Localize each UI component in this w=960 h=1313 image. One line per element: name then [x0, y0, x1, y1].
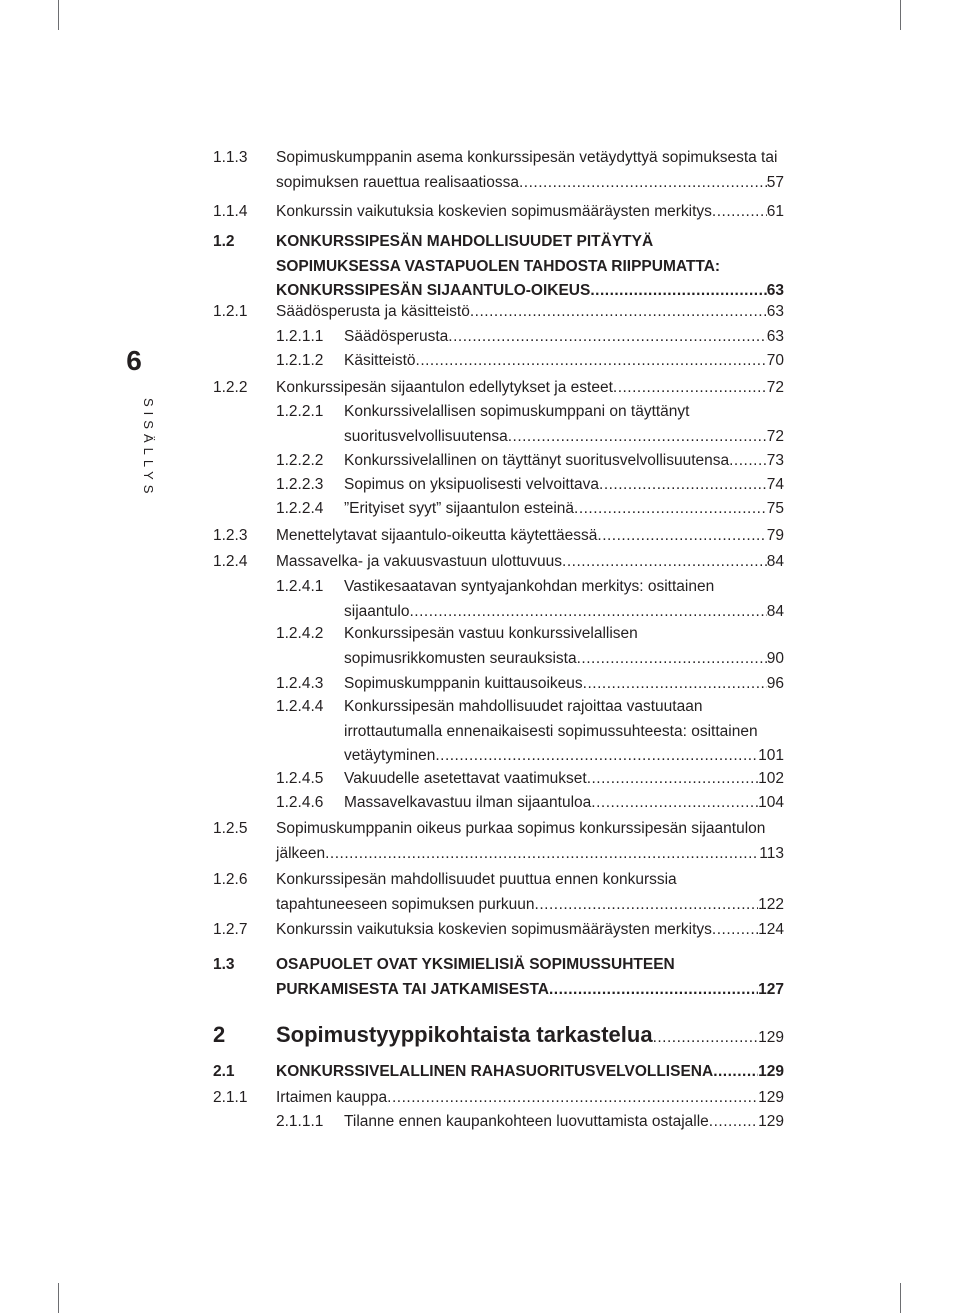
toc-entry-title: Konkurssipesän sijaantulon edellytykset ja esteet [276, 379, 613, 396]
page-number: 6 [126, 345, 142, 376]
toc-entry-title: sopimusrikkomusten seurauksista [344, 649, 577, 667]
dot-leader [574, 497, 767, 522]
toc-entry [276, 449, 784, 474]
toc-entry-title: KONKURSSIPESÄN MAHDOLLISUUDET PITÄYTYÄ [276, 233, 654, 250]
toc-entry [276, 791, 784, 816]
dot-leader [591, 791, 758, 816]
toc-entry [213, 918, 784, 943]
toc-entry [276, 695, 784, 769]
toc-entry-page: 63 [766, 303, 784, 320]
toc-entry-number: 1.2.2.2 [276, 452, 324, 469]
toc-entry-page: 104 [758, 794, 784, 811]
toc-entry-number: 2.1.1 [213, 1089, 248, 1106]
toc-entry [213, 953, 784, 1002]
dot-leader [549, 978, 758, 1003]
toc-entry-number: 1.2.4.1 [276, 578, 324, 595]
toc-entry [276, 349, 784, 374]
toc-entry-number: 1.2.2.3 [276, 476, 324, 493]
toc-entry [276, 325, 784, 350]
toc-entry-number: 1.2.7 [213, 921, 248, 938]
toc-entry-title: Konkurssivelallisen sopimuskumppani on täyttänyt [344, 403, 690, 420]
toc-entry-title: tapahtuneeseen sopimuksen purkuun [276, 895, 535, 913]
dot-leader [416, 349, 767, 374]
toc-entry [276, 575, 784, 624]
toc-entry-number: 1.2.4.5 [276, 770, 324, 787]
dot-leader [587, 767, 758, 792]
toc-entry-number: 1.2.2.1 [276, 403, 324, 420]
toc-entry-page: 72 [766, 379, 784, 396]
toc-entry-title: Käsitteistö [344, 352, 416, 369]
toc-entry-number: 2 [213, 1022, 226, 1047]
toc-entry-title: Vakuudelle asetettavat vaatimukset [344, 770, 587, 787]
toc-entry-title: Konkurssipesän vastuu konkurssivelallisen [344, 625, 638, 642]
toc-entry [213, 1020, 784, 1050]
toc-entry-title: Konkurssin vaikutuksia koskevien sopimusmääräysten merkitys [276, 203, 712, 220]
toc-entry [213, 550, 784, 575]
toc-entry [213, 524, 784, 549]
toc-entry [276, 767, 784, 792]
toc-entry-page: 122 [758, 895, 784, 913]
toc-entry-title: OSAPUOLET OVAT YKSIMIELISIÄ SOPIMUSSUHTEEN [276, 956, 675, 973]
toc-entry-page: 72 [766, 427, 784, 445]
toc-entry-number: 1.2 [213, 233, 235, 250]
dot-leader [712, 200, 767, 225]
dot-leader [712, 918, 758, 943]
toc-entry-number: 1.2.1.1 [276, 328, 324, 345]
toc-entry [213, 200, 784, 225]
toc-entry-title: Massavelkavastuu ilman sijaantuloa [344, 794, 592, 811]
toc-entry-title: Konkurssipesän mahdollisuudet rajoittaa vastuutaan [344, 698, 703, 715]
toc-entry-title: irrottautumalla ennenaikaisesti sopimussuhteesta: osittainen [344, 722, 758, 740]
toc-entry-title: Sopimuskumppanin kuittausoikeus [344, 675, 583, 692]
toc-entry [276, 400, 784, 449]
toc-entry-page: 79 [766, 527, 784, 544]
toc-entry-title: Säädösperusta ja käsitteistö [276, 303, 470, 320]
toc-entry-title: SOPIMUKSESSA VASTAPUOLEN TAHDOSTA RIIPPUMATTA: [276, 257, 721, 275]
dot-leader [599, 473, 767, 498]
dot-leader [519, 171, 767, 196]
dot-leader [325, 842, 759, 867]
dot-leader [597, 524, 766, 549]
toc-entry [213, 1086, 784, 1111]
toc-entry-page: 129 [758, 1063, 784, 1080]
toc-entry-number: 1.2.4.2 [276, 625, 324, 642]
toc-entry [213, 300, 784, 325]
toc-entry [213, 376, 784, 401]
toc-entry-page: 90 [766, 649, 784, 667]
dot-leader [653, 1023, 759, 1053]
toc-entry-title: Sopimuskumppanin asema konkurssipesän vetäydyttyä sopimuksesta tai [276, 149, 778, 166]
toc-entry-title: Irtaimen kauppa [276, 1089, 388, 1106]
toc-entry [276, 672, 784, 697]
toc-entry-number: 1.2.4.4 [276, 698, 324, 715]
dot-leader [729, 449, 767, 474]
dot-leader [470, 300, 767, 325]
toc-entry-title: Massavelka- ja vakuusvastuun ulottuvuus [276, 553, 563, 570]
toc-entry [276, 473, 784, 498]
toc-entry-number: 1.2.2.4 [276, 500, 324, 517]
toc-entry-title: Sopimustyyppikohtaista tarkastelua [276, 1022, 653, 1047]
toc-entry-title: PURKAMISESTA TAI JATKAMISESTA [276, 980, 549, 998]
dot-leader [535, 893, 759, 918]
toc-entry-number: 1.2.3 [213, 527, 248, 544]
dot-leader [508, 425, 767, 450]
toc-entry-page: 63 [766, 282, 784, 299]
dot-leader [410, 600, 767, 625]
toc-entry-page: 129 [758, 1113, 784, 1130]
toc-entry-title: ”Erityiset syyt” sijaantulon esteinä [344, 500, 575, 517]
toc-entry-title: jälkeen [276, 844, 326, 862]
dot-leader [387, 1086, 758, 1111]
toc-entry-title: Vastikesaatavan syntyajankohdan merkitys: osittainen [344, 578, 715, 595]
dot-leader [583, 672, 767, 697]
dot-leader [713, 1060, 758, 1085]
toc-entry-title: Säädösperusta [344, 328, 449, 345]
dot-leader [577, 647, 767, 672]
toc-entry-title: Konkurssipesän mahdollisuudet puuttua ennen konkurssia [276, 871, 677, 888]
toc-entry-title: Menettelytavat sijaantulo-oikeutta käytettäessä [276, 527, 598, 544]
toc-entry-number: 1.2.6 [213, 871, 248, 888]
toc-entry-number: 1.2.4.3 [276, 675, 324, 692]
toc-entry-title: KONKURSSIPESÄN SIJAANTULO-OIKEUS [276, 282, 591, 299]
toc-entry [213, 230, 784, 304]
toc-entry [213, 868, 784, 917]
toc-entry-page: 74 [766, 476, 784, 493]
toc-entry-page: 124 [758, 921, 784, 938]
toc-entry-page: 63 [766, 328, 784, 345]
toc-entry-title: suoritusvelvollisuutensa [344, 427, 508, 445]
toc-entry-page: 61 [766, 203, 784, 220]
toc-entry-page: 84 [766, 602, 784, 620]
toc-entry [276, 497, 784, 522]
toc-entry-number: 1.1.3 [213, 149, 248, 166]
toc-entry-number: 1.2.4 [213, 553, 248, 570]
dot-leader [448, 325, 766, 350]
dot-leader [435, 744, 758, 769]
toc-entry-page: 84 [766, 553, 784, 570]
toc-entry [276, 622, 784, 671]
toc-entry-page: 101 [758, 747, 784, 764]
toc-entry-title: Tilanne ennen kaupankohteen luovuttamista ostajalle [344, 1113, 709, 1130]
toc-entry-number: 1.2.1 [213, 303, 248, 320]
toc-entry-page: 73 [766, 452, 784, 469]
toc-entry-title: sijaantulo [344, 602, 410, 620]
toc-entry-number: 1.2.4.6 [276, 794, 324, 811]
toc-entry-page: 113 [759, 844, 784, 862]
toc-entry-title: Konkurssivelallinen on täyttänyt suoritusvelvollisuutensa [344, 452, 730, 469]
toc-entry [276, 1110, 784, 1135]
toc-entry-page: 57 [766, 173, 784, 191]
toc-entry-number: 1.2.5 [213, 820, 248, 837]
section-label: SISÄLLYS [141, 398, 156, 499]
toc-entry-title: Sopimuskumppanin oikeus purkaa sopimus konkurssipesän sijaantulon [276, 820, 766, 837]
toc-entry [213, 817, 784, 866]
toc-entry-number: 2.1.1.1 [276, 1113, 324, 1130]
toc-entry-page: 129 [758, 1029, 784, 1046]
toc-entry [213, 1060, 784, 1085]
toc-entry-number: 1.2.1.2 [276, 352, 324, 369]
toc-entry-number: 2.1 [213, 1063, 235, 1080]
toc-entry-number: 1.3 [213, 956, 235, 973]
toc-entry-page: 102 [758, 770, 784, 787]
toc-entry-title: sopimuksen rauettua realisaatiossa [276, 173, 519, 191]
toc-entry-title: KONKURSSIVELALLINEN RAHASUORITUSVELVOLLISENA [276, 1063, 714, 1080]
toc-entry-title: Konkurssin vaikutuksia koskevien sopimusmääräysten merkitys [276, 921, 712, 938]
toc-entry-number: 1.1.4 [213, 203, 248, 220]
toc-entry-page: 96 [766, 675, 784, 692]
toc-entry-page: 129 [758, 1089, 784, 1106]
toc-entry-title: Sopimus on yksipuolisesti velvoittava [344, 476, 600, 493]
toc-entry-page: 75 [766, 500, 784, 517]
toc-entry [213, 146, 784, 195]
dot-leader [613, 376, 767, 401]
toc-entry-number: 1.2.2 [213, 379, 248, 396]
toc-entry-page: 127 [758, 980, 784, 998]
toc-entry-title: vetäytyminen [344, 747, 436, 764]
toc-entry-page: 70 [766, 352, 784, 369]
dot-leader [562, 550, 767, 575]
dot-leader [709, 1110, 758, 1135]
